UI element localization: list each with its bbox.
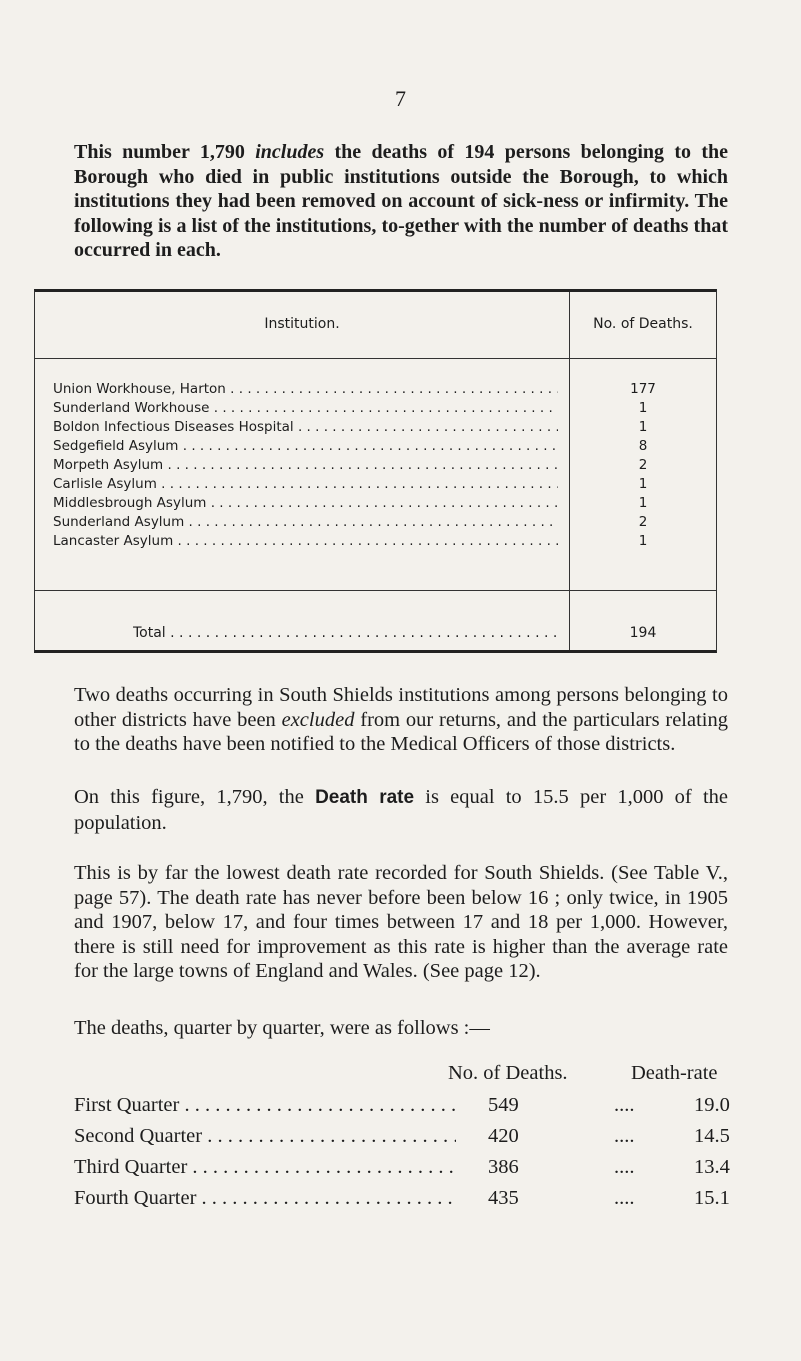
intro-text-2: the deaths of 194 persons belonging to the Borough who died in public institutions outside the Borough, to which institutions they had been removed on account of sick-ness or infirmity. The following is a list of the institutions, to-gether with the number of deaths that occurred in each.	[74, 141, 728, 262]
institution-name: Sunderland Asylum . . .	[53, 513, 558, 532]
quarter-rate: 13.4	[694, 1156, 730, 1178]
institution-name: Sunderland Workhouse . . .	[53, 399, 558, 418]
death-rate-paragraph	[74, 785, 728, 835]
total-value: 194	[629, 625, 657, 641]
header-deaths: No. of Deaths.	[593, 316, 693, 332]
institution-name: Lancaster Asylum . . .	[53, 532, 558, 551]
header-institution: Institution.	[264, 316, 340, 332]
table-row	[35, 399, 716, 418]
table-row	[35, 456, 716, 475]
institution-deaths: 8	[638, 438, 648, 454]
excluded-text-2: from our returns, and the particulars relating to the deaths have been notified to the Medical Officers of those districts.	[74, 708, 728, 756]
institution-name: Union Workhouse, Harton . . .	[53, 380, 558, 399]
table-row	[35, 475, 716, 494]
total-rule	[35, 590, 716, 591]
quarter-name: Third Quarter . . .	[74, 1156, 456, 1179]
quarter-intro: The deaths, quarter by quarter, were as follows :—	[74, 1017, 490, 1039]
quarter-dots: ....	[614, 1125, 635, 1147]
death-rate-text-2: is equal to 15.5 per 1,000 of the population.	[74, 786, 728, 834]
quarter-header-deaths: No. of Deaths.	[448, 1062, 568, 1084]
quarter-deaths: 420	[488, 1125, 519, 1147]
quarter-rate: 15.1	[694, 1187, 730, 1209]
quarter-name: First Quarter . . .	[74, 1094, 456, 1117]
page-number: 7	[395, 86, 406, 111]
quarter-dots: ....	[614, 1187, 635, 1209]
table-row	[35, 437, 716, 456]
institution-deaths: 177	[630, 381, 656, 397]
institution-deaths: 1	[638, 495, 648, 511]
institution-deaths: 1	[638, 400, 648, 416]
quarter-row	[74, 1187, 754, 1217]
quarter-deaths: 435	[488, 1187, 519, 1209]
table-row	[35, 513, 716, 532]
quarter-rate: 19.0	[694, 1094, 730, 1116]
table-row	[35, 494, 716, 513]
lowest-rate-paragraph: This is by far the lowest death rate recorded for South Shields. (See Table V., page 57). The death rate has never before been below 16 ; only twice, in 1905 and 1907, below 17, and four times between 17 and 18 per 1,000. However, there is still need for improvement as this rate is higher than the average rate for the large towns of England and Wales. (See page 12).	[74, 862, 728, 983]
excluded-text-1: Two deaths occurring in South Shields institutions among persons belonging to other districts have been	[74, 684, 728, 731]
quarter-dots: ....	[614, 1156, 635, 1178]
institutions-table	[34, 289, 717, 653]
institution-deaths: 2	[638, 514, 648, 530]
quarter-dots: ....	[614, 1094, 635, 1116]
total-label: Total . . .	[133, 625, 557, 641]
quarter-row	[74, 1156, 754, 1186]
quarter-row	[74, 1125, 754, 1155]
table-row	[35, 532, 716, 551]
quarter-name: Fourth Quarter . . .	[74, 1187, 456, 1210]
quarter-header-rate: Death-rate	[631, 1062, 718, 1084]
quarter-name: Second Quarter . . .	[74, 1125, 456, 1148]
institution-name: Carlisle Asylum . . .	[53, 475, 558, 494]
quarter-rate: 14.5	[694, 1125, 730, 1147]
table-row	[35, 418, 716, 437]
quarter-deaths: 386	[488, 1156, 519, 1178]
institution-deaths: 1	[638, 419, 648, 435]
institution-deaths: 1	[638, 476, 648, 492]
header-rule	[35, 358, 716, 359]
institution-name: Sedgefield Asylum . . .	[53, 437, 558, 456]
institution-name: Middlesbrough Asylum . . .	[53, 494, 558, 513]
institution-deaths: 1	[638, 533, 648, 549]
institution-deaths: 2	[638, 457, 648, 473]
death-rate-bold: Death rate	[315, 787, 415, 808]
institution-name: Boldon Infectious Diseases Hospital . . .	[53, 418, 558, 437]
institution-name: Morpeth Asylum . . .	[53, 456, 558, 475]
quarter-table-header	[74, 1062, 754, 1092]
quarter-deaths: 549	[488, 1094, 519, 1116]
death-rate-text-1: On this figure, 1,790, the	[74, 786, 316, 808]
intro-text-1: This number 1,790	[74, 141, 256, 163]
institution-rows	[35, 380, 716, 551]
intro-paragraph	[74, 140, 728, 263]
intro-emphasis: includes	[255, 141, 325, 163]
quarter-row	[74, 1094, 754, 1124]
table-row	[35, 380, 716, 399]
excluded-emphasis: excluded	[281, 708, 355, 731]
excluded-paragraph	[74, 683, 728, 757]
